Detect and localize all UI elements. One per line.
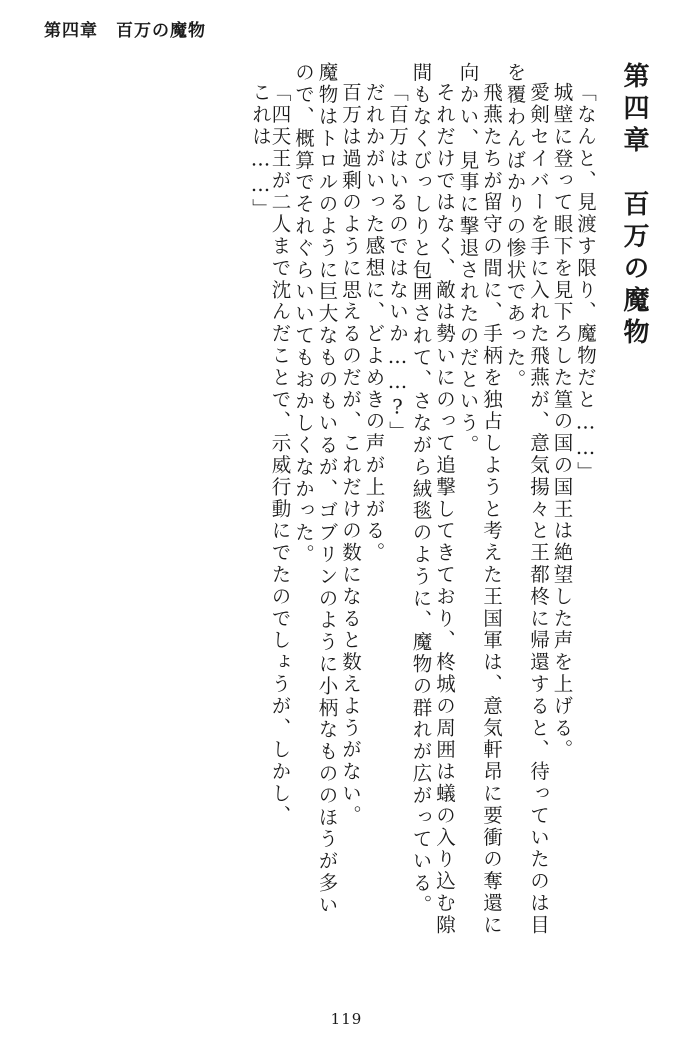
text-column: それだけではなく、敵は勢いにのって追撃してきており、柊城の周囲は蟻の入り込む隙 bbox=[433, 82, 456, 937]
text-column: 間もなくびっしりと包囲されて、さながら絨毯のように、魔物の群れが広がっている。 bbox=[409, 62, 433, 917]
page-body bbox=[44, 62, 653, 982]
running-head-chapter-name: 百万の魔物 bbox=[116, 21, 206, 41]
running-head bbox=[44, 16, 206, 41]
text-column: だれかがいった感想に、どよめきの声が上がる。 bbox=[362, 82, 386, 564]
text-column: 「百万はいるのではないか……?」 bbox=[386, 82, 409, 443]
chapter-heading bbox=[621, 62, 647, 362]
text-column: 「なんと、見渡す限り、魔物だと……」 bbox=[574, 82, 597, 484]
chapter-heading-title: 百万の魔物 bbox=[619, 190, 649, 350]
text-column: 愛剣セイバーを手に入れた飛燕が、意気揚々と王都柊に帰還すると、待っていたのは目 bbox=[527, 82, 550, 937]
text-column: 「四天王が二人まで沈んだことで、示威行動にでたのでしょうが、しかし、これは……」 bbox=[249, 82, 292, 827]
text-column: 向かい、見事に撃退されたのだという。 bbox=[456, 62, 480, 457]
text-column: 城壁に登って眼下を見下ろした篁の国の国王は絶望した声を上げる。 bbox=[550, 82, 574, 761]
chapter-heading-number: 第四章 bbox=[619, 62, 649, 158]
text-column: 百万は過剰のように思えるのだが、これだけの数になると数えようがない。 bbox=[339, 82, 362, 827]
running-head-chapter-number: 第四章 bbox=[44, 21, 98, 41]
text-column: 魔物はトロルのように巨大なものもいるが、ゴブリンのように小柄なもののほうが多い bbox=[315, 62, 339, 917]
text-column: ので、概算でそれぐらいいてもおかしくなかった。 bbox=[292, 62, 315, 566]
text-column: を覆わんばかりの惨状であった。 bbox=[503, 62, 527, 391]
text-column: 飛燕たちが留守の間に、手柄を独占しようと考えた王国軍は、意気軒昂に要衝の奪還に bbox=[480, 82, 503, 937]
page-number: 119 bbox=[330, 1010, 363, 1028]
